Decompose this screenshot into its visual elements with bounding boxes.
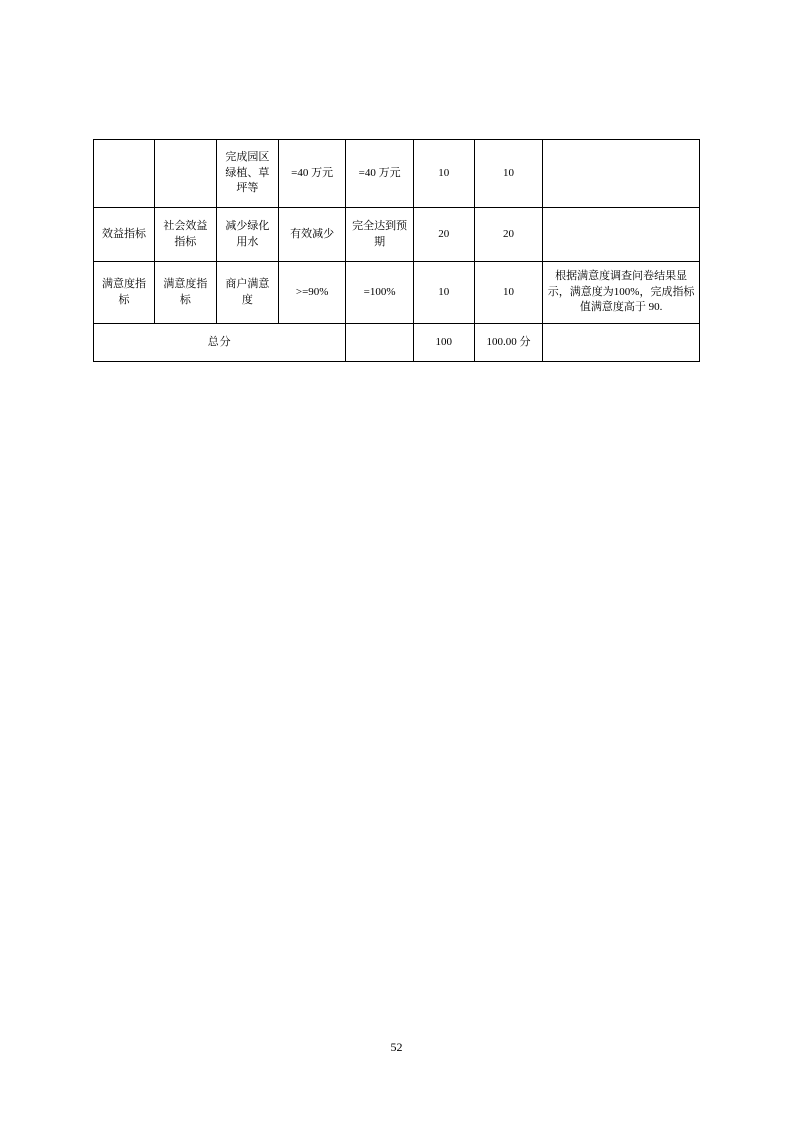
total-score-weight: 100 bbox=[413, 324, 474, 362]
cell-actual-value: =40 万元 bbox=[346, 140, 413, 208]
cell-indicator-name: 完成园区绿植、草坪等 bbox=[216, 140, 278, 208]
cell-remark: 根据满意度调查问卷结果显示，满意度为100%，完成指标值满意度高于 90. bbox=[543, 262, 700, 324]
cell-score-weight: 10 bbox=[413, 262, 474, 324]
cell-remark bbox=[543, 208, 700, 262]
table-row bbox=[94, 262, 700, 324]
cell-indicator-category bbox=[94, 140, 155, 208]
cell-target-value: =40 万元 bbox=[278, 140, 345, 208]
table-row bbox=[94, 208, 700, 262]
cell-actual-value: 完全达到预期 bbox=[346, 208, 413, 262]
table-row bbox=[94, 140, 700, 208]
cell-score-actual: 20 bbox=[474, 208, 543, 262]
total-remark bbox=[543, 324, 700, 362]
cell-score-weight: 10 bbox=[413, 140, 474, 208]
cell-target-value: >=90% bbox=[278, 262, 345, 324]
page-number: 52 bbox=[390, 1040, 403, 1054]
cell-score-actual: 10 bbox=[474, 262, 543, 324]
cell-indicator-name: 减少绿化用水 bbox=[216, 208, 278, 262]
cell-score-actual: 10 bbox=[474, 140, 543, 208]
cell-indicator-category: 满意度指标 bbox=[94, 262, 155, 324]
cell-target-value: 有效减少 bbox=[278, 208, 345, 262]
cell-indicator-category: 效益指标 bbox=[94, 208, 155, 262]
total-blank-cell bbox=[346, 324, 413, 362]
performance-score-table-wrapper bbox=[93, 139, 700, 362]
cell-actual-value: =100% bbox=[346, 262, 413, 324]
performance-score-table bbox=[93, 139, 700, 362]
cell-score-weight: 20 bbox=[413, 208, 474, 262]
total-score-actual: 100.00 分 bbox=[474, 324, 543, 362]
total-label: 总分 bbox=[94, 324, 346, 362]
cell-indicator-name: 商户满意度 bbox=[216, 262, 278, 324]
cell-indicator-subcategory: 社会效益指标 bbox=[154, 208, 216, 262]
cell-indicator-subcategory bbox=[154, 140, 216, 208]
cell-remark bbox=[543, 140, 700, 208]
table-total-row bbox=[94, 324, 700, 362]
cell-indicator-subcategory: 满意度指标 bbox=[154, 262, 216, 324]
